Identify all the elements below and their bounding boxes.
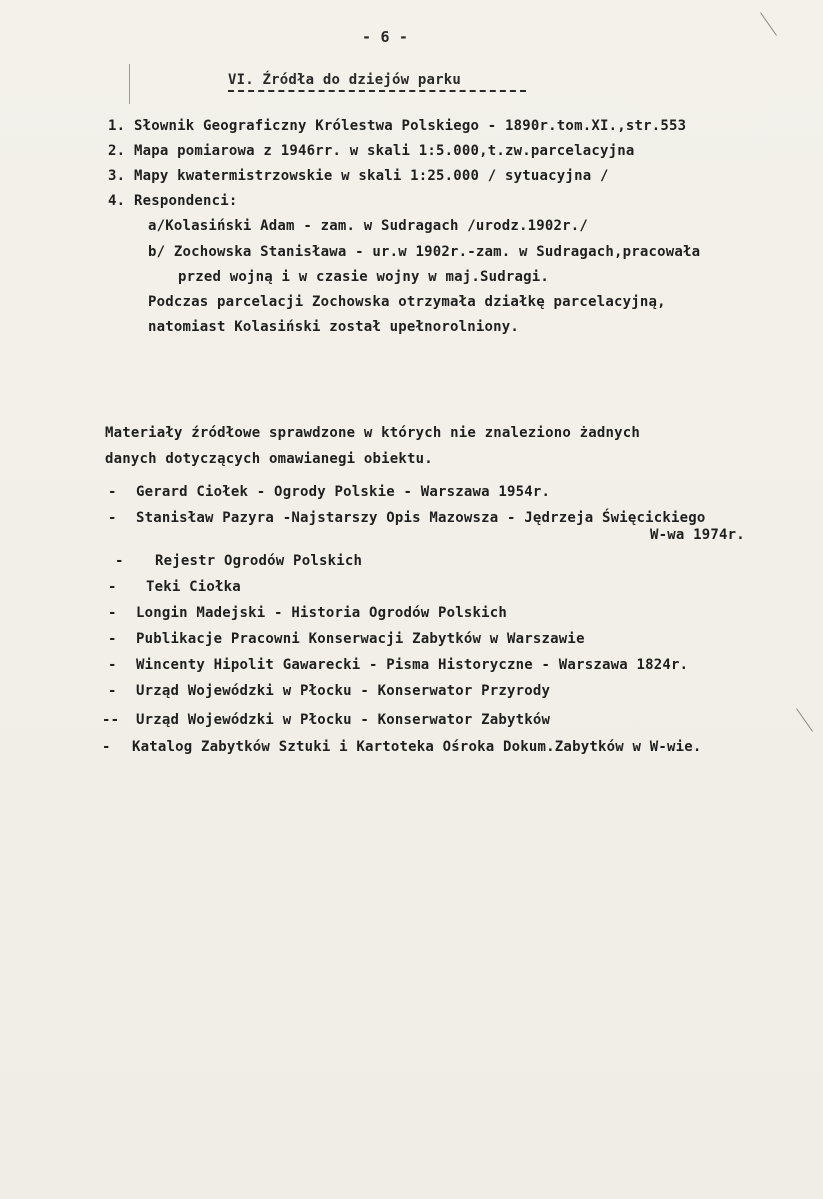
material-item [108, 605, 507, 621]
source-number: 3. [108, 168, 126, 184]
respondent-a: a/Kolasiński Adam - zam. w Sudragach /urodz.1902r./ [148, 218, 589, 234]
respondent-note: Podczas parcelacji Zochowska otrzymała działkę parcelacyjną, [148, 294, 666, 310]
page-number: - 6 - [362, 28, 409, 46]
material-text: Stanisław Pazyra -Najstarszy Opis Mazowsza - Jędrzeja Święcickiego [136, 510, 706, 526]
material-continuation: W-wa 1974r. [650, 527, 745, 543]
list-dash: -- [102, 712, 120, 728]
source-number: 1. [108, 118, 126, 134]
source-text: Słownik Geograficzny Królestwa Polskiego - 1890r.tom.XI.,str.553 [134, 118, 687, 134]
source-item [108, 118, 686, 134]
material-item [115, 553, 362, 569]
source-item [108, 168, 609, 184]
source-item [108, 143, 634, 159]
list-dash: - [102, 739, 111, 755]
material-text: Longin Madejski - Historia Ogrodów Polskich [136, 605, 508, 621]
material-text: Urząd Wojewódzki w Płocku - Konserwator Zabytków [136, 712, 551, 728]
material-item [108, 657, 688, 673]
list-dash: - [108, 631, 117, 647]
source-text: Mapa pomiarowa z 1946rr. w skali 1:5.000,t.zw.parcelacyjna [134, 143, 635, 159]
material-item [108, 683, 550, 699]
margin-mark [129, 64, 130, 104]
list-dash: - [108, 657, 117, 673]
source-number: 2. [108, 143, 126, 159]
source-item [108, 193, 238, 209]
material-text: Rejestr Ogrodów Polskich [155, 553, 363, 569]
respondent-note: natomiast Kolasiński został upełnorolniony. [148, 319, 520, 335]
material-text: Katalog Zabytków Sztuki i Kartoteka Ośroka Dokum.Zabytków w W-wie. [132, 739, 702, 755]
material-text: Gerard Ciołek - Ogrody Polskie - Warszawa 1954r. [136, 484, 551, 500]
material-text: Urząd Wojewódzki w Płocku - Konserwator Przyrody [136, 683, 551, 699]
material-item [108, 579, 241, 595]
section-title: VI. Źródła do dziejów parku [228, 72, 461, 88]
materials-intro: danych dotyczących omawianegi obiektu. [105, 451, 433, 467]
materials-intro: Materiały źródłowe sprawdzone w których nie znaleziono żadnych [105, 425, 640, 441]
respondent-b-continued: przed wojną i w czasie wojny w maj.Sudragi. [178, 269, 550, 285]
list-dash: - [108, 510, 117, 526]
source-number: 4. [108, 193, 126, 209]
material-item [108, 631, 585, 647]
list-dash: - [108, 683, 117, 699]
margin-mark [760, 12, 777, 36]
source-text: Mapy kwatermistrzowskie w skali 1:25.000 / sytuacyjna / [134, 168, 609, 184]
list-dash: - [115, 553, 124, 569]
material-item [108, 484, 550, 500]
list-dash: - [108, 484, 117, 500]
material-item [108, 510, 706, 526]
material-text: Wincenty Hipolit Gawarecki - Pisma Historyczne - Warszawa 1824r. [136, 657, 689, 673]
margin-mark [796, 708, 813, 732]
source-text: Respondenci: [134, 193, 238, 209]
title-underline [228, 90, 526, 92]
material-item [102, 712, 550, 728]
material-text: Publikacje Pracowni Konserwacji Zabytków w Warszawie [136, 631, 585, 647]
material-item [102, 739, 702, 755]
list-dash: - [108, 605, 117, 621]
list-dash: - [108, 579, 117, 595]
material-text: Teki Ciołka [146, 579, 241, 595]
respondent-b: b/ Zochowska Stanisława - ur.w 1902r.-zam. w Sudragach,pracowała [148, 244, 701, 260]
